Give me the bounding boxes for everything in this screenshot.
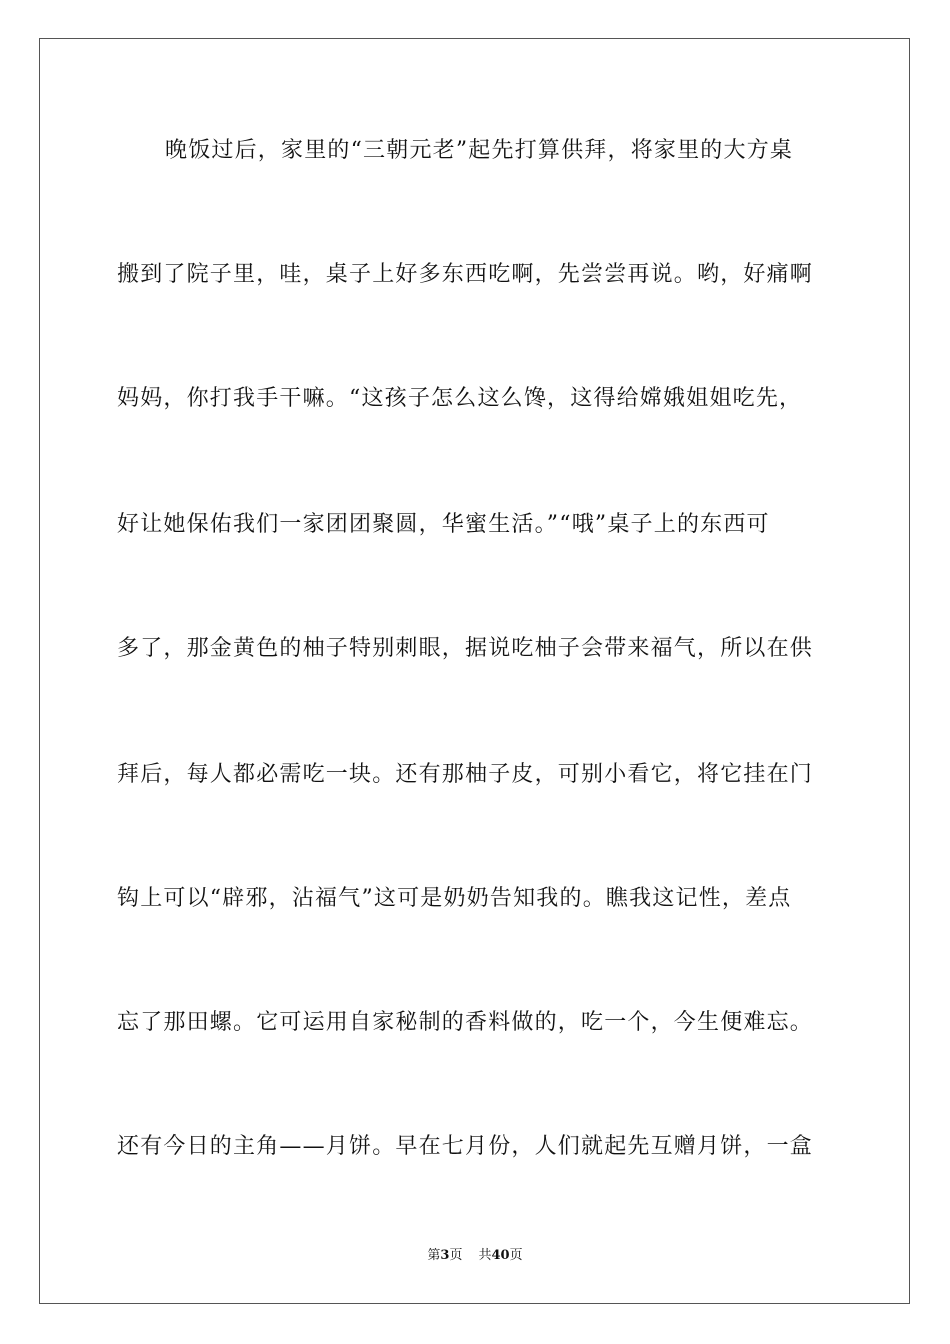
paragraph-line: 还有今日的主角——月饼。早在七月份，人们就起先互赠月饼，一盒 (117, 1134, 814, 1159)
total-prefix: 共 (478, 1248, 492, 1263)
paragraph-line: 搬到了院子里，哇，桌子上好多东西吃啊，先尝尝再说。哟，好痛啊 (117, 262, 814, 287)
total-suffix: 页 (509, 1248, 523, 1263)
page-footer (0, 1247, 950, 1265)
paragraph-line: 妈妈，你打我手干嘛。“这孩子怎么这么馋，这得给嫦娥姐姐吃先， (117, 386, 803, 411)
paragraph-line: 钩上可以“辟邪，沾福气”这可是奶奶告知我的。瞧我这记性，差点 (117, 886, 792, 911)
page-number: 3 (440, 1248, 450, 1263)
total-pages: 40 (491, 1248, 510, 1263)
paragraph-line: 晚饭过后，家里的“三朝元老”起先打算供拜，将家里的大方桌 (165, 138, 794, 163)
page-border (39, 38, 910, 1304)
paragraph-line: 好让她保佑我们一家团团聚圆，华蜜生活。”“哦”桌子上的东西可 (117, 512, 770, 537)
page-suffix: 页 (449, 1248, 463, 1263)
page-prefix: 第 (427, 1248, 441, 1263)
paragraph-line: 拜后，每人都必需吃一块。还有那柚子皮，可别小看它，将它挂在门 (117, 762, 814, 787)
paragraph-line: 忘了那田螺。它可运用自家秘制的香料做的，吃一个，今生便难忘。 (117, 1010, 814, 1035)
paragraph-line: 多了，那金黄色的柚子特别刺眼，据说吃柚子会带来福气，所以在供 (117, 636, 814, 661)
